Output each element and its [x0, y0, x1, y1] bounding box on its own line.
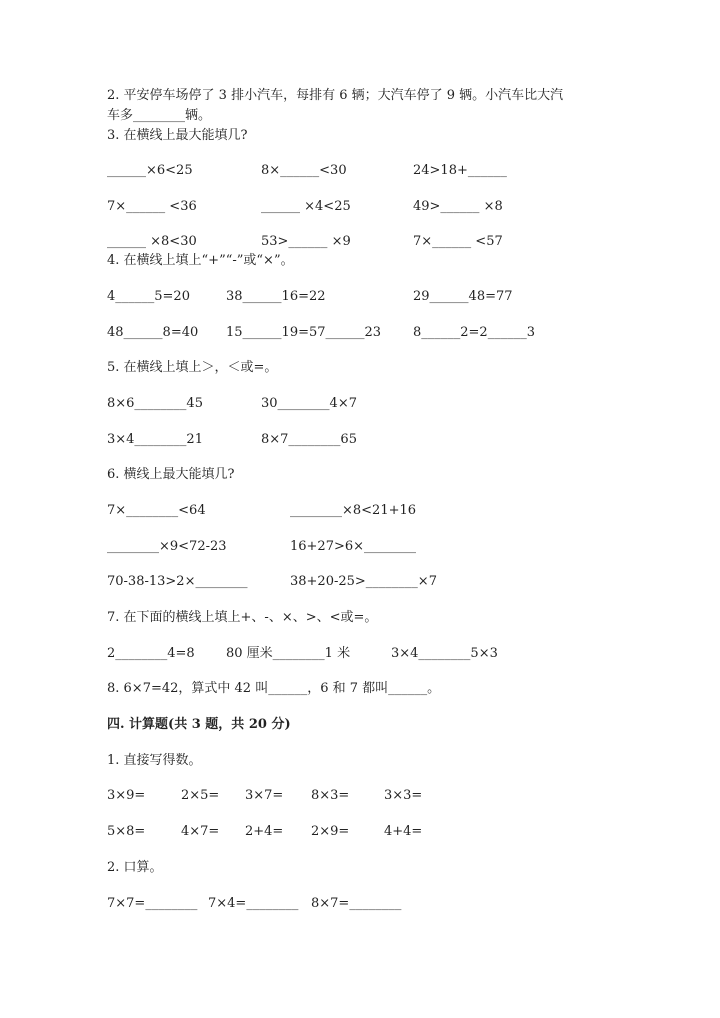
q5-r1-c2: 30________4×7 — [261, 396, 357, 411]
q3-r1-c3: 24>18+______ — [413, 163, 507, 178]
q5-r2-c1: 3×4________21 — [107, 432, 203, 447]
calc2-item-3: 8×7=________ — [311, 896, 402, 911]
q3-r2-c3: 49>______ ×8 — [413, 199, 503, 214]
q3-r3-c3: 7×______ <57 — [413, 234, 503, 249]
q3-r2-c2: ______ ×4<25 — [261, 199, 351, 214]
calc2-item-2: 7×4=________ — [208, 896, 299, 911]
section-four-heading: 四. 计算题(共 3 题，共 20 分) — [107, 717, 291, 732]
calc1-r2-c4: 2×9= — [311, 824, 350, 839]
q6-title: 6. 横线上最大能填几? — [107, 467, 235, 482]
calc1-r2-c3: 2+4= — [245, 824, 284, 839]
q6-r1-c2: ________×8<21+16 — [290, 503, 417, 518]
q5-title: 5. 在横线上填上＞，＜或=。 — [107, 360, 278, 375]
q6-r1-c1: 7×________<64 — [107, 503, 206, 518]
calc1-r1-c5: 3×3= — [384, 788, 423, 803]
q4-r2-c2: 15______19=57______23 — [226, 325, 382, 340]
q4-r1-c3: 29______48=77 — [413, 289, 513, 304]
calc1-r1-c3: 3×7= — [245, 788, 284, 803]
q4-title: 4. 在横线上填上“+”“-”或“×”。 — [107, 253, 294, 268]
calc1-r2-c5: 4+4= — [384, 824, 423, 839]
q4-r2-c3: 8______2=2______3 — [413, 325, 535, 340]
q7-item-3: 3×4________5×3 — [391, 646, 498, 661]
q6-r2-c2: 16+27>6×________ — [290, 539, 417, 554]
q3-title: 3. 在横线上最大能填几? — [107, 128, 248, 143]
calc1-r1-c1: 3×9= — [107, 788, 146, 803]
q3-r1-c2: 8×______<30 — [261, 163, 347, 178]
calc1-r2-c1: 5×8= — [107, 824, 146, 839]
q6-r3-c1: 70-38-13>2×________ — [107, 574, 248, 589]
q7-title: 7. 在下面的横线上填上+、-、×、>、<或=。 — [107, 610, 378, 625]
q3-r3-c1: ______ ×8<30 — [107, 234, 197, 249]
q8-text: 8. 6×7=42，算式中 42 叫______，6 和 7 都叫______。 — [107, 681, 441, 696]
q2-line-1: 2. 平安停车场停了 3 排小汽车，每排有 6 辆；大汽车停了 9 辆。小汽车比大汽 — [107, 88, 564, 103]
calc2-item-1: 7×7=________ — [107, 896, 198, 911]
q7-item-1: 2________4=8 — [107, 646, 195, 661]
q4-r1-c2: 38______16=22 — [226, 289, 326, 304]
q6-r3-c2: 38+20-25>________×7 — [290, 574, 437, 589]
calc1-title: 1. 直接写得数。 — [107, 753, 202, 768]
q6-r2-c1: ________×9<72-23 — [107, 539, 227, 554]
q4-r1-c1: 4______5=20 — [107, 289, 190, 304]
q3-r1-c1: ______×6<25 — [107, 163, 193, 178]
calc1-r1-c4: 8×3= — [311, 788, 350, 803]
q7-item-2: 80 厘米________1 米 — [226, 646, 351, 661]
q5-r1-c1: 8×6________45 — [107, 396, 203, 411]
q4-r2-c1: 48______8=40 — [107, 325, 199, 340]
calc1-r1-c2: 2×5= — [181, 788, 220, 803]
q3-r3-c2: 53>______ ×9 — [261, 234, 351, 249]
q3-r2-c1: 7×______ <36 — [107, 199, 197, 214]
q5-r2-c2: 8×7________65 — [261, 432, 357, 447]
q2-line-2: 车多________辆。 — [107, 108, 212, 123]
calc1-r2-c2: 4×7= — [181, 824, 220, 839]
calc2-title: 2. 口算。 — [107, 860, 163, 875]
